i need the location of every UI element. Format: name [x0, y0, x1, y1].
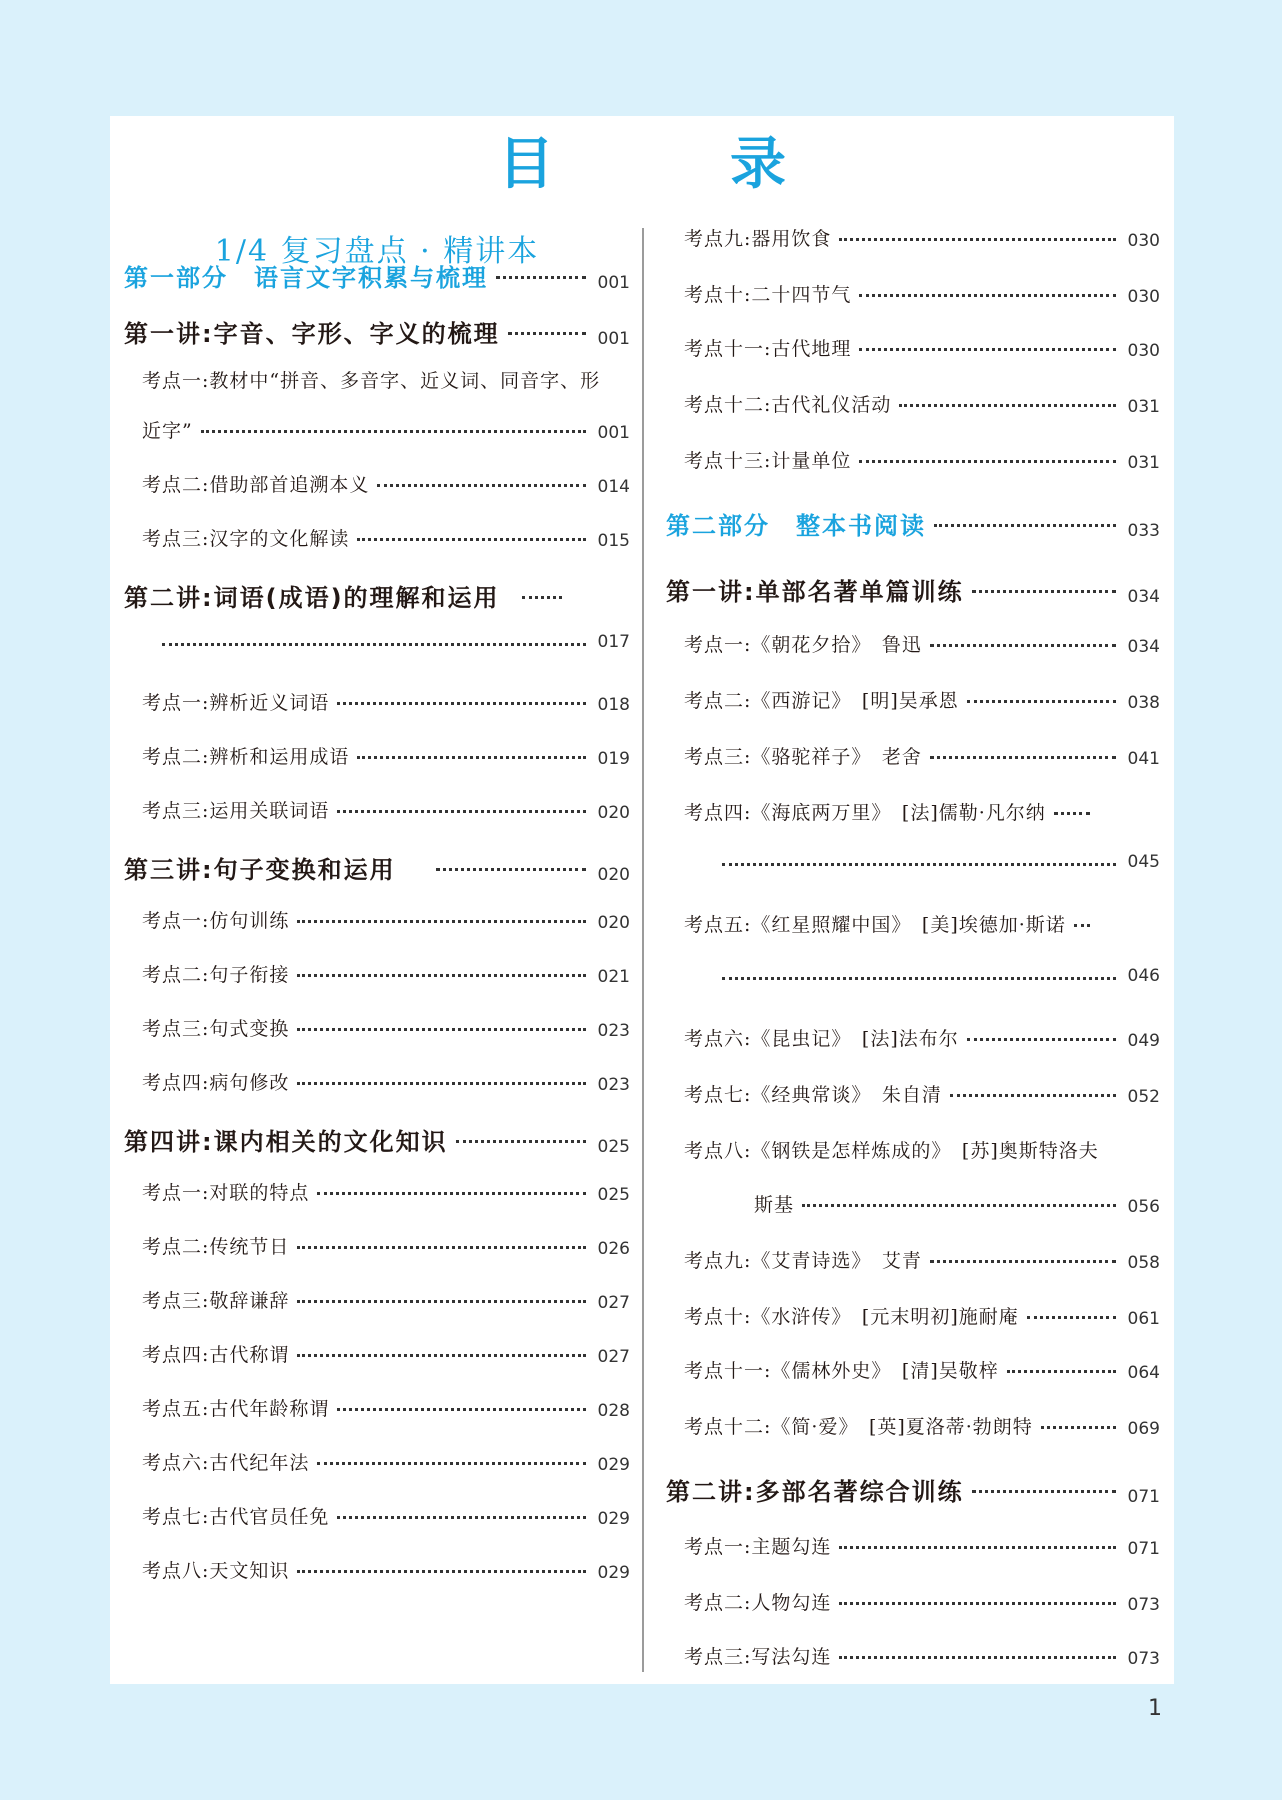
entry-label: 考点五:古代年龄称谓 — [142, 1398, 330, 1420]
entry-label: 考点二:传统节日 — [142, 1236, 290, 1258]
toc-entry-item[interactable] — [666, 334, 1160, 361]
leader-dots — [508, 332, 586, 335]
leader-dots — [839, 1656, 1116, 1659]
entry-label: 第二部分 整本书阅读 — [666, 512, 926, 540]
leader-dots — [859, 294, 1116, 297]
entry-label: 考点八:天文知识 — [142, 1560, 290, 1582]
toc-entry-item[interactable] — [666, 1412, 1160, 1439]
leader-dots — [1074, 924, 1090, 927]
toc-entry-continuation[interactable] — [722, 966, 1160, 986]
leader-dots — [357, 756, 586, 759]
entry-page: 020 — [597, 803, 630, 823]
entry-page: 025 — [597, 1185, 630, 1205]
leader-dots — [859, 460, 1116, 463]
leader-dots — [802, 1204, 1116, 1207]
entry-label: 考点二:人物勾连 — [684, 1592, 832, 1614]
toc-entry-item[interactable] — [124, 416, 630, 443]
leader-dots — [967, 1038, 1116, 1041]
toc-entry-item[interactable] — [124, 960, 630, 987]
leader-dots — [337, 810, 586, 813]
toc-entry-item[interactable] — [124, 1502, 630, 1529]
entry-label: 考点二:《西游记》 [明]吴承恩 — [684, 690, 959, 712]
entry-page: 034 — [1127, 587, 1160, 607]
entry-label: 考点一:《朝花夕拾》 鲁迅 — [684, 634, 922, 656]
leader-dots — [162, 643, 586, 646]
entry-page: 071 — [1127, 1539, 1160, 1559]
entry-label: 考点四:《海底两万里》 [法]儒勒·凡尔纳 — [684, 802, 1046, 824]
entry-page: 001 — [597, 273, 630, 293]
entry-page: 056 — [1127, 1197, 1160, 1217]
entry-page: 058 — [1127, 1253, 1160, 1273]
entry-page: 001 — [597, 423, 630, 443]
leader-dots — [297, 1300, 586, 1303]
entry-label: 考点九:《艾青诗选》 艾青 — [684, 1250, 922, 1272]
entry-label: 近字” — [142, 420, 193, 442]
toc-entry-item[interactable] — [124, 1340, 630, 1367]
entry-label: 考点十:二十四节气 — [684, 284, 852, 306]
entry-label: 第二讲:多部名著综合训练 — [666, 1478, 964, 1506]
entry-page: 019 — [597, 749, 630, 769]
leader-dots — [317, 1462, 586, 1465]
entry-page: 001 — [597, 329, 630, 349]
entry-label: 考点一:主题勾连 — [684, 1536, 832, 1558]
toc-entry-item[interactable] — [666, 1356, 1160, 1383]
leader-dots — [297, 1028, 586, 1031]
toc-entry-part2[interactable] — [666, 506, 1160, 541]
leader-dots — [297, 1082, 586, 1085]
leader-dots — [317, 1192, 586, 1195]
entry-label: 考点十一:《儒林外史》 [清]吴敬梓 — [684, 1360, 999, 1382]
entry-page: 028 — [597, 1401, 630, 1421]
entry-page: 017 — [597, 632, 630, 652]
toc-entry-lecture[interactable] — [124, 1122, 630, 1157]
entry-label: 考点二:句子衔接 — [142, 964, 290, 986]
entry-page: 020 — [597, 865, 630, 885]
toc-entry-item[interactable] — [666, 1642, 1160, 1669]
leader-dots — [930, 1260, 1116, 1263]
entry-page: 026 — [597, 1239, 630, 1259]
toc-entry-item[interactable] — [124, 688, 630, 715]
toc-entry-item[interactable] — [124, 470, 630, 497]
toc-entry-item[interactable] — [124, 1014, 630, 1041]
leader-dots — [297, 1354, 586, 1357]
leader-dots — [722, 863, 1116, 866]
entry-page: 025 — [597, 1137, 630, 1157]
leader-dots — [859, 348, 1116, 351]
leader-dots — [899, 404, 1116, 407]
leader-dots — [967, 700, 1116, 703]
leader-dots — [722, 977, 1116, 980]
toc-entry-lecture[interactable] — [666, 572, 1160, 607]
entry-label: 考点七:《经典常谈》 朱自清 — [684, 1084, 942, 1106]
toc-entry-part1[interactable] — [124, 258, 630, 293]
entry-page: 041 — [1127, 749, 1160, 769]
page-title: 目 录 — [498, 132, 846, 197]
entry-label: 考点二:借助部首追溯本义 — [142, 474, 370, 496]
entry-label: 第一部分 语言文字积累与梳理 — [124, 264, 488, 292]
entry-page: 046 — [1127, 966, 1160, 986]
entry-page: 029 — [597, 1509, 630, 1529]
entry-page: 038 — [1127, 693, 1160, 713]
toc-entry-item[interactable] — [666, 1024, 1160, 1051]
toc-entry-item[interactable] — [666, 1246, 1160, 1273]
entry-label: 考点七:古代官员任免 — [142, 1506, 330, 1528]
leader-dots — [297, 1570, 586, 1573]
entry-label: 考点五:《红星照耀中国》 [美]埃德加·斯诺 — [684, 914, 1066, 936]
entry-page: 064 — [1127, 1363, 1160, 1383]
entry-page: 023 — [597, 1075, 630, 1095]
entry-page: 030 — [1127, 231, 1160, 251]
toc-entry-item[interactable] — [666, 798, 1160, 825]
toc-entry-lecture[interactable] — [124, 578, 630, 613]
toc-entry-continuation[interactable] — [162, 632, 630, 652]
leader-dots — [201, 430, 586, 433]
entry-label: 斯基 — [754, 1194, 795, 1216]
entry-page: 018 — [597, 695, 630, 715]
entry-label: 考点一:仿句训练 — [142, 910, 290, 932]
entry-label: 考点六:《昆虫记》 [法]法布尔 — [684, 1028, 959, 1050]
toc-entry-item[interactable] — [666, 224, 1160, 251]
toc-entry-item[interactable] — [666, 446, 1160, 473]
entry-label: 考点三:汉字的文化解读 — [142, 528, 350, 550]
entry-label: 考点一:辨析近义词语 — [142, 692, 330, 714]
entry-label: 考点三:敬辞谦辞 — [142, 1290, 290, 1312]
leader-dots — [1027, 1316, 1116, 1319]
entry-label: 考点十一:古代地理 — [684, 338, 852, 360]
toc-entry-item[interactable] — [124, 742, 630, 769]
entry-page: 061 — [1127, 1309, 1160, 1329]
leader-dots — [337, 1516, 586, 1519]
page-number: 1 — [1148, 1696, 1162, 1721]
entry-page: 030 — [1127, 287, 1160, 307]
entry-label: 考点十三:计量单位 — [684, 450, 852, 472]
entry-label: 考点二:辨析和运用成语 — [142, 746, 350, 768]
toc-entry-item[interactable]: 考点一:教材中“拼音、多音字、近义词、同音字、形 — [142, 370, 601, 392]
entry-label: 考点一:对联的特点 — [142, 1182, 310, 1204]
entry-label: 第二讲:词语(成语)的理解和运用 — [124, 584, 500, 612]
entry-page: 015 — [597, 531, 630, 551]
toc-entry-item[interactable] — [124, 1394, 630, 1421]
entry-page: 027 — [597, 1293, 630, 1313]
leader-dots — [522, 596, 562, 599]
toc-entry-item[interactable] — [124, 796, 630, 823]
leader-dots — [337, 702, 586, 705]
entry-page: 049 — [1127, 1031, 1160, 1051]
toc-entry-item[interactable] — [666, 280, 1160, 307]
leader-dots — [436, 868, 586, 871]
leader-dots — [839, 1602, 1116, 1605]
entry-page: 023 — [597, 1021, 630, 1041]
entry-label: 考点四:古代称谓 — [142, 1344, 290, 1366]
leader-dots — [839, 238, 1116, 241]
leader-dots — [930, 644, 1116, 647]
leader-dots — [297, 1246, 586, 1249]
entry-label: 考点三:句式变换 — [142, 1018, 290, 1040]
toc-entry-lecture[interactable] — [124, 314, 630, 349]
leader-dots — [357, 538, 586, 541]
toc-entry-item[interactable] — [124, 1068, 630, 1095]
toc-entry-item[interactable] — [666, 1532, 1160, 1559]
entry-page: 071 — [1127, 1487, 1160, 1507]
toc-entry-item[interactable] — [666, 630, 1160, 657]
toc-entry-item[interactable] — [666, 910, 1160, 937]
entry-page: 029 — [597, 1563, 630, 1583]
entry-label: 考点十:《水浒传》 [元末明初]施耐庵 — [684, 1306, 1019, 1328]
entry-page: 052 — [1127, 1087, 1160, 1107]
leader-dots — [972, 1490, 1116, 1493]
leader-dots — [456, 1140, 586, 1143]
toc-entry-item[interactable] — [124, 1178, 630, 1205]
entry-page: 069 — [1127, 1419, 1160, 1439]
entry-label: 考点十二:古代礼仪活动 — [684, 394, 892, 416]
toc-entry-item[interactable] — [666, 742, 1160, 769]
toc-entry-item[interactable] — [666, 390, 1160, 417]
toc-entry-item[interactable] — [666, 1588, 1160, 1615]
toc-entry-item[interactable] — [124, 906, 630, 933]
entry-page: 033 — [1127, 521, 1160, 541]
entry-page: 034 — [1127, 637, 1160, 657]
entry-page: 030 — [1127, 341, 1160, 361]
entry-label: 第一讲:单部名著单篇训练 — [666, 578, 964, 606]
toc-entry-item[interactable] — [124, 524, 630, 551]
leader-dots — [297, 974, 586, 977]
toc-entry-item[interactable]: 考点八:《钢铁是怎样炼成的》 [苏]奥斯特洛夫 — [684, 1140, 1099, 1162]
leader-dots — [496, 276, 586, 279]
toc-entry-item[interactable] — [124, 1556, 630, 1583]
toc-entry-continuation[interactable] — [722, 852, 1160, 872]
toc-page — [110, 116, 1174, 1684]
entry-label: 考点十二:《简·爱》 [英]夏洛蒂·勃朗特 — [684, 1416, 1033, 1438]
leader-dots — [950, 1094, 1116, 1097]
leader-dots — [1007, 1370, 1116, 1373]
entry-label: 考点六:古代纪年法 — [142, 1452, 310, 1474]
toc-entry-lecture[interactable] — [124, 850, 630, 885]
entry-label: 第三讲:句子变换和运用 — [124, 856, 396, 884]
entry-label: 考点四:病句修改 — [142, 1072, 290, 1094]
toc-entry-item[interactable] — [666, 1190, 1160, 1217]
toc-entry-item[interactable] — [666, 1302, 1160, 1329]
entry-page: 073 — [1127, 1595, 1160, 1615]
entry-page: 021 — [597, 967, 630, 987]
entry-page: 045 — [1127, 852, 1160, 872]
leader-dots — [930, 756, 1116, 759]
leader-dots — [1041, 1426, 1116, 1429]
entry-label: 考点九:器用饮食 — [684, 228, 832, 250]
toc-entry-item[interactable] — [666, 1080, 1160, 1107]
leader-dots — [297, 920, 586, 923]
entry-label: 第四讲:课内相关的文化知识 — [124, 1128, 448, 1156]
entry-label: 第一讲:字音、字形、字义的梳理 — [124, 320, 500, 348]
leader-dots — [972, 590, 1116, 593]
entry-page: 014 — [597, 477, 630, 497]
leader-dots — [934, 524, 1116, 527]
section-heading: 1/4 复习盘点 · 精讲本 — [214, 234, 540, 269]
entry-label: 考点三:写法勾连 — [684, 1646, 832, 1668]
entry-page: 031 — [1127, 453, 1160, 473]
entry-page: 031 — [1127, 397, 1160, 417]
toc-entry-lecture[interactable] — [666, 1472, 1160, 1507]
entry-label: 考点三:《骆驼祥子》 老舍 — [684, 746, 922, 768]
leader-dots — [337, 1408, 586, 1411]
entry-page: 029 — [597, 1455, 630, 1475]
column-divider — [642, 228, 644, 1672]
toc-entry-item[interactable] — [124, 1286, 630, 1313]
leader-dots — [839, 1546, 1116, 1549]
leader-dots — [377, 484, 586, 487]
toc-entry-item[interactable] — [124, 1448, 630, 1475]
leader-dots — [1054, 812, 1090, 815]
toc-entry-item[interactable] — [124, 1232, 630, 1259]
toc-entry-item[interactable] — [666, 686, 1160, 713]
entry-label: 考点三:运用关联词语 — [142, 800, 330, 822]
entry-page: 020 — [597, 913, 630, 933]
entry-page: 027 — [597, 1347, 630, 1367]
entry-page: 073 — [1127, 1649, 1160, 1669]
